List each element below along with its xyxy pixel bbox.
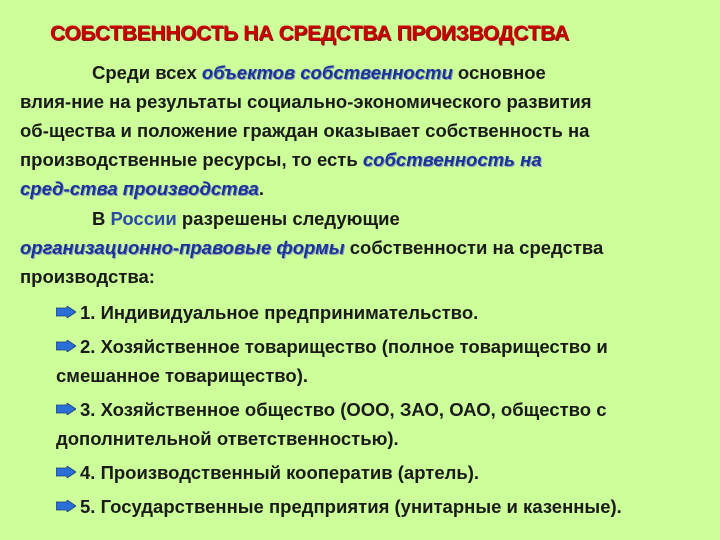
emphasis-text: собственность на — [362, 149, 542, 170]
text: основное — [452, 62, 546, 83]
text: собственности на средства — [344, 237, 604, 258]
arrow-bullet-icon — [56, 340, 76, 352]
text: об-щества и положение граждан оказывает собственность на — [20, 120, 590, 141]
text: разрешены следующие — [176, 208, 400, 229]
list-item-text: 1. Индивидуальное предпринимательство. — [80, 302, 479, 323]
text: . — [258, 178, 264, 199]
paragraph-ownership — [20, 58, 710, 203]
list-item — [56, 492, 706, 521]
arrow-bullet-icon — [56, 500, 76, 512]
text: Среди всех — [92, 62, 202, 83]
list-item — [56, 395, 706, 453]
list-item — [56, 298, 706, 327]
list-item-text: 5. Государственные предприятия (унитарные и казенные). — [80, 496, 622, 517]
arrow-bullet-icon — [56, 466, 76, 478]
emphasis-text: объектов собственности — [201, 62, 453, 83]
forms-list — [56, 298, 706, 526]
list-item-text: 3. Хозяйственное общество (ООО, ЗАО, ОАО, общество с дополнительной ответственностью). — [56, 399, 607, 449]
list-item — [56, 332, 706, 390]
text: В — [92, 208, 111, 229]
emphasis-text: сред-ства производства — [20, 178, 259, 199]
slide-title: СОБСТВЕННОСТЬ НА СРЕДСТВА ПРОИЗВОДСТВА — [50, 22, 569, 45]
text: влия-ние на результаты социально-экономического развития — [20, 91, 592, 112]
text: производственные ресурсы, то есть — [20, 149, 363, 170]
text: производства: — [20, 266, 155, 287]
list-item-text: 4. Производственный кооператив (артель). — [80, 462, 480, 483]
list-item — [56, 458, 706, 487]
country-text: России — [110, 208, 177, 229]
list-item-text: 2. Хозяйственное товарищество (полное товарищество и смешанное товарищество). — [56, 336, 608, 386]
arrow-bullet-icon — [56, 306, 76, 318]
arrow-bullet-icon — [56, 403, 76, 415]
paragraph-forms — [20, 204, 710, 291]
emphasis-text: организационно-правовые формы — [20, 237, 345, 258]
